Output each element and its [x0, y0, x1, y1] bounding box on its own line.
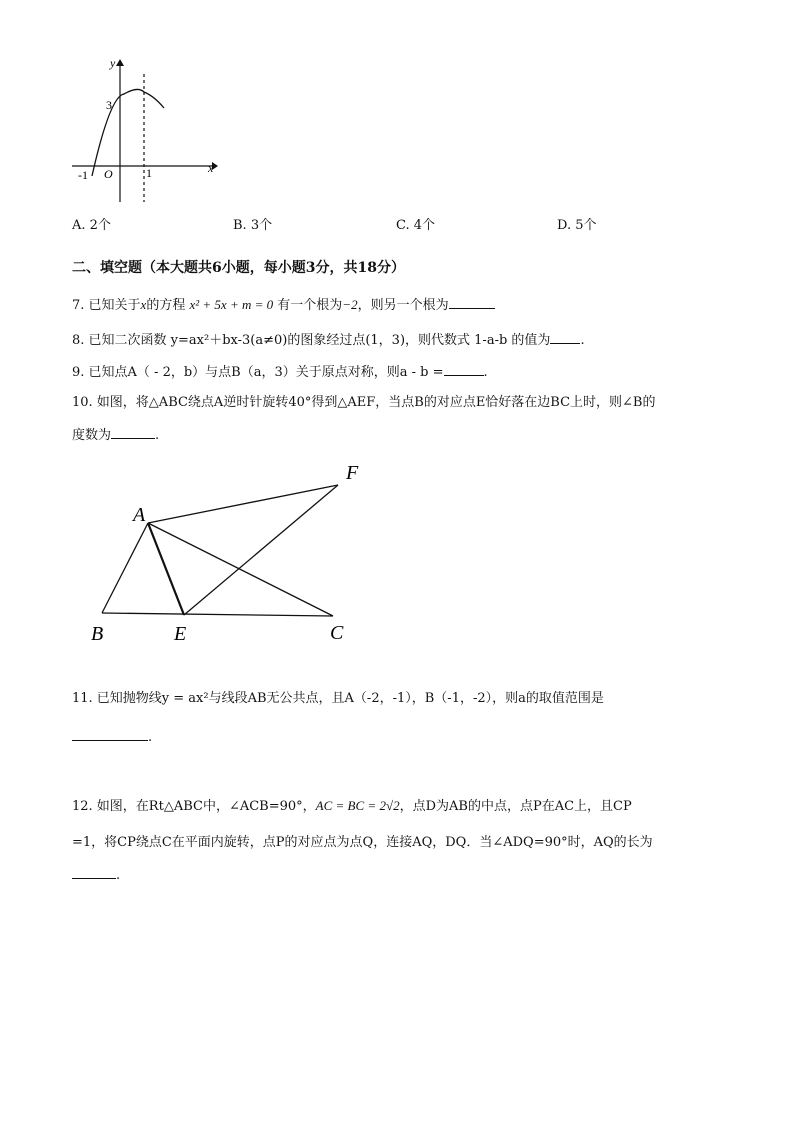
y-tick-3: 3: [106, 98, 112, 112]
question-12-line-3: [72, 864, 120, 886]
q7-answer-blank[interactable]: [449, 294, 495, 309]
segment-EF: [184, 485, 338, 615]
q7-mid: 的方程: [146, 298, 186, 313]
segment-AE: [148, 523, 184, 615]
section-title: 二、填空题（本大题共6小题，每小题3分，共18分）: [72, 260, 405, 276]
q11-answer-blank[interactable]: [72, 726, 148, 741]
question-11: 11. 已知抛物线y = ax²与线段AB无公共点，且A（-2，-1），B（-1，-2），则a的取值范围是: [72, 691, 604, 706]
x-tick-neg1: -1: [78, 168, 88, 182]
option-a: A. 2个: [72, 218, 111, 233]
label-A: A: [133, 504, 146, 526]
q9-text: 9. 已知点A（ - 2，b）与点B（a，3）关于原点对称，则a - b =: [72, 365, 444, 380]
question-10-line-1: 10. 如图，将△ABC绕点A逆时针旋转40°得到△AEF，当点B的对应点E恰好落在边BC上时，则∠B的: [72, 395, 656, 410]
y-axis-label: y: [110, 56, 116, 70]
question-12-line-2: =1，将CP绕点C在平面内旋转，点P的对应点为点Q，连接AQ，DQ．当∠ADQ=90°时，AQ的长为: [72, 835, 653, 850]
q10-line2: 度数为: [72, 428, 112, 443]
q7-var: x: [140, 297, 147, 312]
q8-answer-blank[interactable]: [550, 329, 580, 344]
segment-AB: [102, 523, 148, 613]
origin-label: O: [104, 167, 113, 181]
question-8: [72, 329, 585, 351]
q7-prefix: 7. 已知关于: [72, 298, 141, 313]
segment-AC: [148, 523, 333, 616]
segment-BC: [102, 613, 333, 616]
q8-end: .: [580, 333, 585, 348]
label-B: B: [91, 623, 104, 645]
question-10-line-2: [72, 424, 159, 446]
q11-end: .: [148, 730, 153, 745]
option-c: C. 4个: [396, 218, 436, 233]
option-d: D. 5个: [557, 218, 597, 233]
question-7: [72, 294, 495, 316]
q12-line1b: ，点D为AB的中点，点P在AC上，且CP: [399, 799, 632, 814]
q9-end: .: [483, 365, 488, 380]
x-tick-1: 1: [146, 166, 152, 180]
q9-answer-blank[interactable]: [444, 361, 484, 376]
parabola-graph: [66, 54, 226, 209]
label-C: C: [330, 622, 344, 644]
question-12-line-1: [72, 796, 632, 817]
q10-answer-blank[interactable]: [111, 424, 155, 439]
q12-end: .: [116, 868, 121, 883]
q8-text: 8. 已知二次函数 y=ax²＋bx-3(a≠0)的图象经过点(1，3)，则代数式 1-a-b 的值为: [72, 333, 551, 348]
parabola-curve: [92, 89, 164, 176]
option-b: B. 3个: [233, 218, 273, 233]
label-E: E: [174, 623, 187, 645]
question-11-line-2: [72, 726, 152, 748]
q12-line1a: 12. 如图，在Rt△ABC中，∠ACB=90°，: [72, 799, 316, 814]
q12-answer-blank[interactable]: [72, 864, 116, 879]
q7-mid2: 有一个根为: [277, 298, 343, 313]
q7-equation: x² + 5x + m = 0: [189, 297, 274, 312]
q12-equation: AC = BC = 2√2: [315, 798, 400, 813]
q7-suffix: ，则另一个根为: [357, 298, 449, 313]
triangle-rotation-figure: [88, 455, 378, 650]
segment-AF: [148, 485, 338, 523]
y-axis-arrow: [116, 59, 124, 66]
label-F: F: [346, 462, 359, 484]
question-9: [72, 361, 488, 383]
q7-root: −2: [342, 297, 358, 312]
x-axis-label: x: [208, 161, 214, 175]
q10-end: .: [155, 428, 160, 443]
